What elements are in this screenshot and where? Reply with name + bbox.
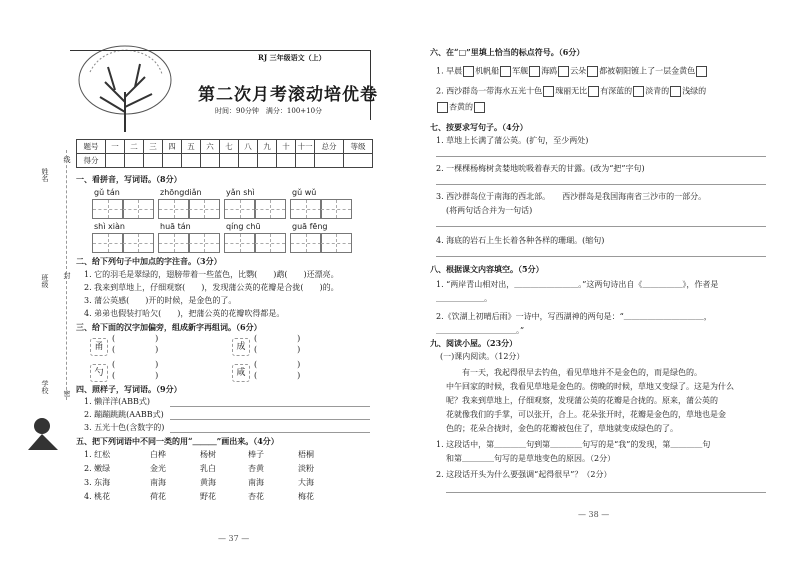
exam-info: 时间：90分钟 满分：100+10分 <box>215 107 323 115</box>
word-option[interactable]: 金光 <box>150 464 166 473</box>
char-box: 甬 <box>90 338 108 356</box>
q9-sub: (一)课内阅读。（12分） <box>440 352 525 361</box>
word-option[interactable]: 3. 东海 <box>84 478 111 487</box>
word-option[interactable]: 黄海 <box>200 478 216 487</box>
word-option[interactable]: 2. 嫩绿 <box>84 464 111 473</box>
writing-box[interactable] <box>122 233 154 253</box>
pinyin-label: gǔ wǔ <box>292 188 317 197</box>
blank: ( ) <box>112 371 159 380</box>
score-cell[interactable] <box>144 154 163 168</box>
score-row-label: 得分 <box>77 154 106 168</box>
right-page <box>400 0 800 568</box>
word-option[interactable]: 梅花 <box>298 492 314 501</box>
score-header-cell: 等级 <box>344 140 373 154</box>
char-box: 咸 <box>232 364 250 382</box>
page-number-right: — 38 — <box>578 510 610 519</box>
q8-line: 1. “两岸青山相对出，＿＿＿＿＿＿＿＿。”这两句诗出自《＿＿＿＿＿》，作者是 <box>436 280 719 289</box>
mascot-illustration <box>22 412 66 452</box>
blank: ( ) <box>254 360 301 369</box>
score-cell[interactable] <box>125 154 144 168</box>
passage-line: 色的；花朵合拢时，金色的花瓣被包住了，草地就变成绿色的了。 <box>446 424 678 433</box>
blank: ( ) <box>112 334 159 343</box>
q2-heading: 二、给下列句子中加点的字注音。（3分） <box>76 256 222 266</box>
q2-line: 1. 它的羽毛是翠绿的，翅膀带着一些蓝色，比鹦( )鹉( )还漂亮。 <box>84 270 339 279</box>
score-header-cell: 十 <box>277 140 296 154</box>
word-option[interactable]: 南海 <box>248 478 264 487</box>
binding-line <box>66 150 67 400</box>
q9-question: 和第＿＿＿＿句写的是草地变色的原因。（2分） <box>446 454 616 463</box>
score-header-cell: 三 <box>144 140 163 154</box>
blank: ( ) <box>254 334 301 343</box>
q6-line-2: 2. 西沙群岛一带海水五光十色 瑰丽无比 有深蓝的 淡青的 浅绿的 <box>436 86 707 96</box>
score-header-cell: 十一 <box>296 140 315 154</box>
char-box: 勺 <box>90 364 108 382</box>
q8-heading: 八、根据课文内容填空。（5分） <box>430 264 544 274</box>
score-cell[interactable] <box>163 154 182 168</box>
word-option[interactable]: 野花 <box>200 492 216 501</box>
score-header-cell: 九 <box>258 140 277 154</box>
writing-box[interactable] <box>320 199 352 219</box>
score-cell[interactable] <box>296 154 315 168</box>
writing-box[interactable] <box>158 199 190 219</box>
q4-line: 2. 蹦蹦跳跳(AABB式) <box>84 410 164 419</box>
q7-line: 4. 海底的岩石上生长着各种各样的珊瑚。(缩句) <box>436 236 605 245</box>
q4-heading: 四、照样子，写词语。（9分） <box>76 384 182 394</box>
q6-line-3: 杏黄的 <box>436 102 486 113</box>
class-label: 班级 <box>41 274 49 288</box>
word-option[interactable]: 棒子 <box>248 450 264 459</box>
pinyin-label: huā tán <box>160 222 191 231</box>
pinyin-label: zhōngdiǎn <box>160 188 202 197</box>
score-cell[interactable] <box>220 154 239 168</box>
score-header-cell: 八 <box>239 140 258 154</box>
header-rule <box>70 50 370 51</box>
score-cell[interactable] <box>182 154 201 168</box>
word-option[interactable]: 杨树 <box>200 450 216 459</box>
writing-box[interactable] <box>188 199 220 219</box>
word-option[interactable]: 大海 <box>298 478 314 487</box>
name-label: 姓名 <box>41 168 49 182</box>
score-header-cell: 一 <box>106 140 125 154</box>
writing-box[interactable] <box>224 199 256 219</box>
answer-line <box>436 226 766 227</box>
word-option[interactable]: 南海 <box>150 478 166 487</box>
q9-question: 2. 这段话开头为什么要强调“起得很早”？（2分） <box>436 470 612 479</box>
word-option[interactable]: 白桦 <box>150 450 166 459</box>
q8-line: ＿＿＿＿＿＿＿＿＿＿。” <box>436 326 525 335</box>
score-cell[interactable] <box>344 154 373 168</box>
secret-label: 密 <box>63 390 71 397</box>
blank: ( ) <box>254 345 301 354</box>
answer-line <box>170 432 370 433</box>
score-cell[interactable] <box>258 154 277 168</box>
page-number-left: — 37 — <box>218 534 250 543</box>
word-option[interactable]: 乳白 <box>200 464 216 473</box>
q4-line: 3. 五光十色(含数字的) <box>84 423 165 432</box>
writing-box[interactable] <box>254 199 286 219</box>
writing-box[interactable] <box>254 233 286 253</box>
word-option[interactable]: 4. 桃花 <box>84 492 111 501</box>
q1-heading: 一、看拼音，写词语。（8分） <box>76 174 182 184</box>
passage-line: 花就像我们的手掌，可以张开，合上。花朵张开时，花瓣是金色的，草地也是金 <box>446 410 726 419</box>
writing-box[interactable] <box>122 199 154 219</box>
q8-line: 2.《饮湖上初晴后雨》一诗中，写西湖神的两句是：“＿＿＿＿＿＿＿＿＿＿， <box>436 312 712 321</box>
blank: ( ) <box>254 371 301 380</box>
q7-line: 1. 草地上长满了蒲公英。(扩句，至少两处) <box>436 136 589 145</box>
q2-line: 2. 我来到草地上，仔细观察( )，发现蒲公英的花瓣是合拢( )的。 <box>84 283 339 292</box>
writing-box[interactable] <box>290 233 322 253</box>
writing-box[interactable] <box>290 199 322 219</box>
pinyin-label: gǔ tán <box>94 188 120 197</box>
pinyin-label: qíng chū <box>226 222 261 231</box>
pinyin-label: shì xiàn <box>94 222 125 231</box>
passage-line: 中午回家的时候，我看见草地是金色的。傍晚的时候，草地又变绿了。这是为什么 <box>446 382 734 391</box>
writing-box[interactable] <box>320 233 352 253</box>
school-label: 学校 <box>41 380 49 394</box>
q9-question: 1. 这段话中，第＿＿＿＿句到第＿＿＿＿句写的是“我”的发现，第＿＿＿＿句 <box>436 440 711 449</box>
q2-line: 4. 弟弟也假装打哈欠( )，把蒲公英的花瓣吹得都是。 <box>84 309 285 318</box>
score-header-cell: 题号 <box>77 140 106 154</box>
answer-line <box>436 156 766 157</box>
blank: ( ) <box>112 360 159 369</box>
answer-line <box>170 419 370 420</box>
writing-box[interactable] <box>188 233 220 253</box>
word-option[interactable]: 杏黄 <box>248 464 264 473</box>
q6-heading: 六、在“□”里填上恰当的标点符号。（6分） <box>430 47 585 57</box>
tree-illustration <box>70 42 180 134</box>
q6-line-1: 1. 早晨 机帆船 军舰 海鸥 云朵 都被朝阳镀上了一层金黄色 <box>436 66 708 77</box>
word-option[interactable]: 荷花 <box>150 492 166 501</box>
word-option[interactable]: 淡粉 <box>298 464 314 473</box>
score-header-cell: 七 <box>220 140 239 154</box>
line-label: 线 <box>63 156 71 163</box>
q7-line: (将两句话合并为一句话) <box>446 206 533 215</box>
q4-line: 1. 懒洋洋(ABB式) <box>84 397 150 406</box>
score-table <box>76 139 373 168</box>
word-option[interactable]: 梧桐 <box>298 450 314 459</box>
pinyin-label: guā fēng <box>292 222 328 231</box>
char-box: 成 <box>232 338 250 356</box>
q5-heading: 五、把下列词语中不同一类的用“＿＿＿”画出来。（4分） <box>76 436 279 446</box>
writing-box[interactable] <box>92 199 124 219</box>
page-title: 第二次月考滚动培优卷 <box>198 85 378 105</box>
q8-line: ＿＿＿＿＿＿。 <box>436 294 492 303</box>
score-header-cell: 二 <box>125 140 144 154</box>
answer-line <box>446 492 766 493</box>
answer-line <box>436 256 766 257</box>
score-cell[interactable] <box>201 154 220 168</box>
q3-heading: 三、给下面的汉字加偏旁，组成新字再组词。（6分） <box>76 322 262 332</box>
writing-box[interactable] <box>92 233 124 253</box>
score-header-cell: 五 <box>182 140 201 154</box>
q2-line: 3. 蒲公英感( )开的时候，是金色的了。 <box>84 296 237 305</box>
score-header-cell: 总分 <box>315 140 344 154</box>
pinyin-label: yǎn shì <box>226 188 255 197</box>
blank: ( ) <box>112 345 159 354</box>
score-cell[interactable] <box>106 154 125 168</box>
word-option[interactable]: 杏花 <box>248 492 264 501</box>
answer-line <box>436 184 766 185</box>
writing-box[interactable] <box>158 233 190 253</box>
score-cell[interactable] <box>315 154 344 168</box>
score-cell[interactable] <box>239 154 258 168</box>
seal-label: 封 <box>63 272 71 279</box>
grade-tag: RJ 三年级语文（上） <box>258 53 326 62</box>
word-option[interactable]: 1. 红松 <box>84 450 111 459</box>
score-header-cell: 四 <box>163 140 182 154</box>
score-header-cell: 六 <box>201 140 220 154</box>
passage-line: 呢？我来到草地上，仔细观察，发现蒲公英的花瓣是合拢的。原来，蒲公英的 <box>446 396 718 405</box>
q7-heading: 七、按要求写句子。（4分） <box>430 122 528 132</box>
score-cell[interactable] <box>277 154 296 168</box>
writing-box[interactable] <box>224 233 256 253</box>
q9-heading: 九、阅读小屋。（23分） <box>430 338 518 348</box>
q7-line: 3. 西沙群岛位于南海的西北部。 西沙群岛是我国海南省三沙市的一部分。 <box>436 192 707 201</box>
answer-line <box>170 406 370 407</box>
q7-line: 2. 一棵棵杨梅树贪婪地吮吸着春天的甘露。(改为“把”字句) <box>436 164 645 173</box>
passage-line: 有一天，我起得很早去钓鱼，看见草地并不是金色的，而是绿色的。 <box>462 368 702 377</box>
